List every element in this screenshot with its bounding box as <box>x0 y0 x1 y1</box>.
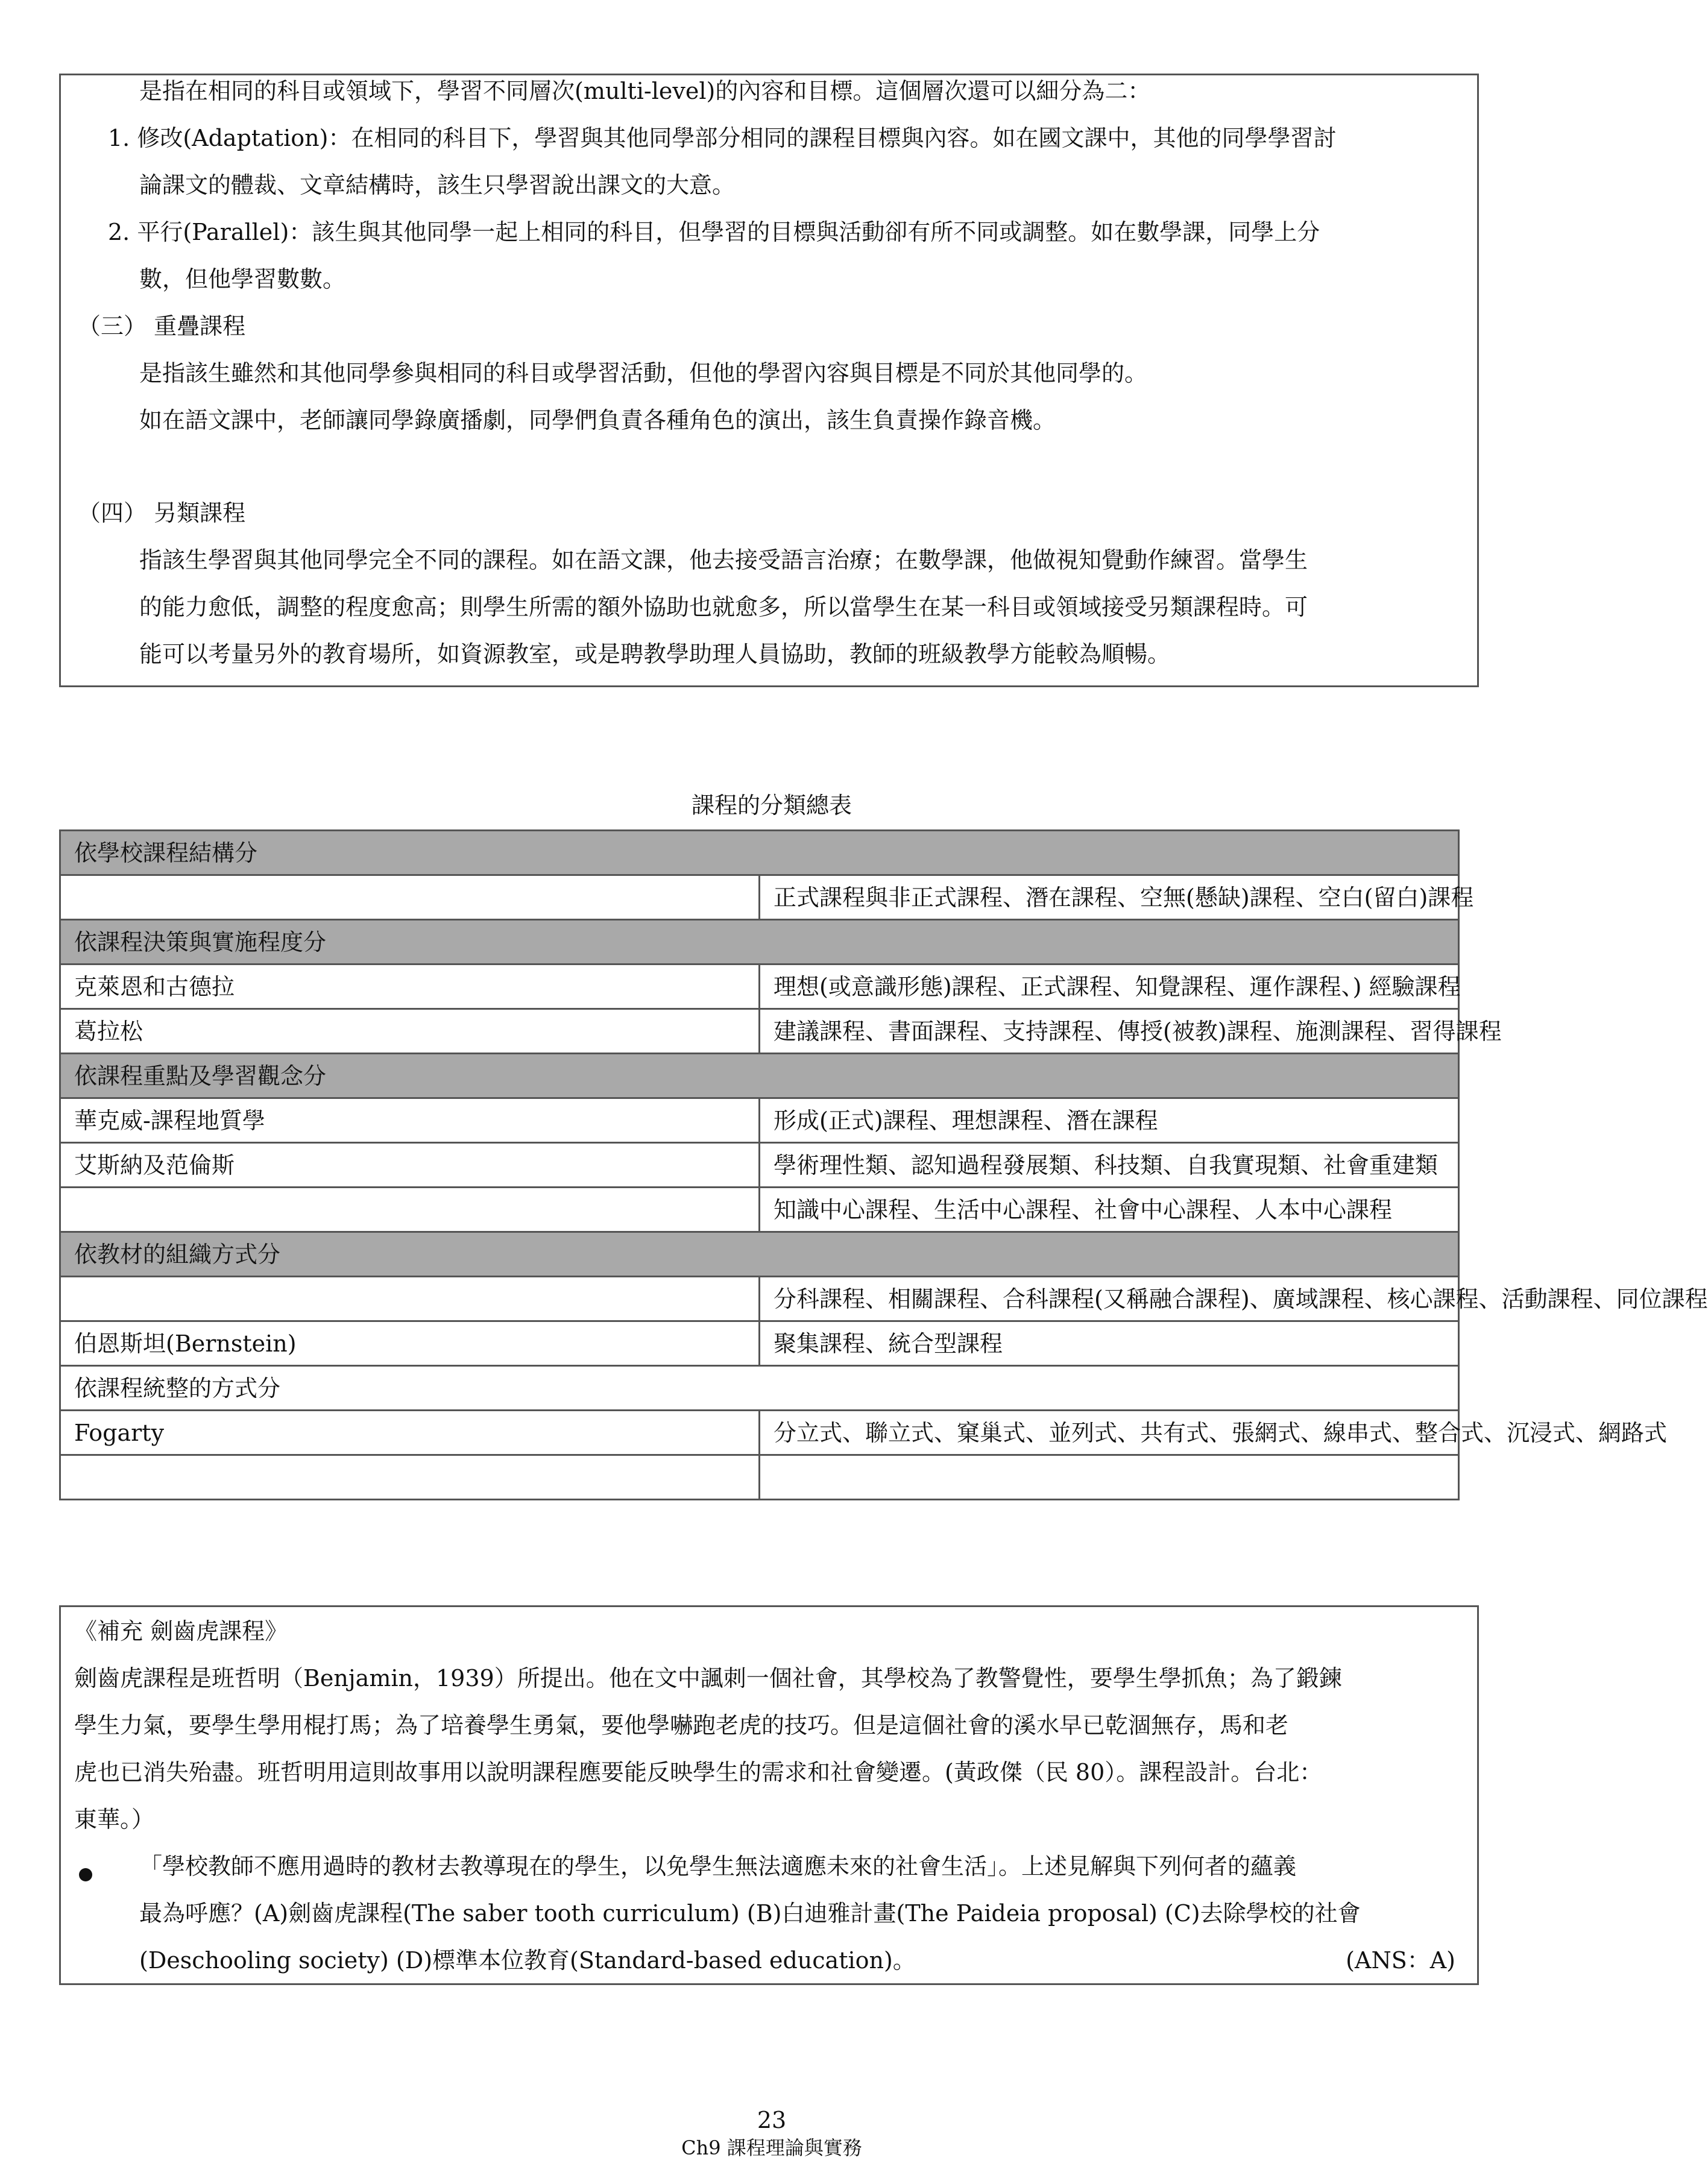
table-row <box>60 965 1459 1009</box>
table-cell-scholar <box>60 1277 760 1321</box>
supplement-text-1: 劍齒虎課程是班哲明（Benjamin，1939）所提出。他在文中諷刺一個社會，其學校為了教警覺性，要學生學抓魚；為了鍛鍊 <box>74 1665 1342 1691</box>
table-row <box>60 1277 1459 1321</box>
table-row <box>60 1098 1459 1143</box>
supplement-text-3: 虎也已消失殆盡。班哲明用這則故事用以說明課程應要能反映學生的需求和社會變遷。(黃政傑（民 80）。課程設計。台北： <box>74 1759 1323 1786</box>
table-row <box>60 1455 1459 1500</box>
chapter-label: Ch9 課程理論與實務 <box>681 2136 862 2159</box>
table-category-row <box>60 1054 1459 1098</box>
table-row <box>60 1411 1459 1455</box>
table-row <box>60 1321 1459 1366</box>
table-category-label: 依學校課程結構分 <box>60 831 1459 875</box>
table-title: 課程的分類總表 <box>691 792 852 819</box>
table-cell-types: 分立式、聯立式、窠巢式、並列式、共有式、張網式、線串式、整合式、沉浸式、網路式 <box>760 1411 1459 1455</box>
table-category-label: 依課程統整的方式分 <box>60 1366 1459 1411</box>
supplement-text-2: 學生力氣，要學生學用棍打馬；為了培養學生勇氣，要他學嚇跑老虎的技巧。但是這個社會的溪水早已乾涸無存，馬和老 <box>74 1712 1289 1739</box>
content-box <box>59 74 1479 687</box>
question-text-3: (Deschooling society) (D)標準本位教育(Standard-based education)。 <box>139 1947 916 1974</box>
table-row <box>60 1143 1459 1188</box>
heading-overlap-curriculum: （三） 重疊課程 <box>78 313 246 339</box>
supplement-text-4: 東華。） <box>74 1806 155 1833</box>
heading-alternative-curriculum: （四） 另類課程 <box>78 500 246 526</box>
table-cell-scholar: 艾斯納及范倫斯 <box>60 1143 760 1188</box>
overlap-text-2: 如在語文課中，老師讓同學錄廣播劇，同學們負責各種角色的演出，該生負責操作錄音機。 <box>139 407 1056 433</box>
alternative-text-1: 指該生學習與其他同學完全不同的課程。如在語文課，他去接受語言治療；在數學課，他做視知覺動作練習。當學生 <box>139 547 1308 573</box>
question-text-1: 「學校教師不應用過時的教材去教導現在的學生，以免學生無法適應未來的社會生活」。上述見解與下列何者的蘊義 <box>139 1853 1297 1880</box>
answer-label: (ANS：A) <box>1346 1947 1455 1974</box>
table-cell-scholar: 伯恩斯坦(Bernstein) <box>60 1321 760 1366</box>
table-category-label: 依課程重點及學習觀念分 <box>60 1054 1459 1098</box>
item-parallel: 2. 平行(Parallel)：該生與其他同學一起上相同的科目，但學習的目標與活動卻有所不同或調整。如在數學課，同學上分 <box>108 219 1320 245</box>
supplement-title: 《補充 劍齒虎課程》 <box>74 1618 288 1644</box>
table-category-label: 依課程決策與實施程度分 <box>60 920 1459 965</box>
table-cell-scholar: 華克威-課程地質學 <box>60 1098 760 1143</box>
table-category-row <box>60 1366 1459 1411</box>
table-category-row <box>60 831 1459 875</box>
overlap-text-1: 是指該生雖然和其他同學參與相同的科目或學習活動，但他的學習內容與目標是不同於其他同學的。 <box>139 360 1148 386</box>
alternative-text-3: 能可以考量另外的教育場所，如資源教室，或是聘教學助理人員協助，教師的班級教學方能較為順暢。 <box>139 641 1171 667</box>
table-cell-scholar: 克萊恩和古德拉 <box>60 965 760 1009</box>
table-category-row <box>60 1232 1459 1277</box>
table-cell-scholar: Fogarty <box>60 1411 760 1455</box>
table-category-label: 依教材的組織方式分 <box>60 1232 1459 1277</box>
table-category-row <box>60 920 1459 965</box>
bullet-icon <box>79 1868 92 1881</box>
table-cell-types: 建議課程、書面課程、支持課程、傳授(被教)課程、施測課程、習得課程 <box>760 1009 1459 1054</box>
table-cell-types: 學術理性類、認知過程發展類、科技類、自我實現類、社會重建類 <box>760 1143 1459 1188</box>
table-cell-scholar <box>60 875 760 920</box>
table-cell-types: 分科課程、相關課程、合科課程(又稱融合課程)、廣域課程、核心課程、活動課程、同位課程 <box>760 1277 1459 1321</box>
table-cell-scholar: 葛拉松 <box>60 1009 760 1054</box>
table-row <box>60 1188 1459 1232</box>
intro-text: 是指在相同的科目或領域下，學習不同層次(multi-level)的內容和目標。這個層次還可以細分為二： <box>139 78 1151 104</box>
item-parallel-cont: 數，但他學習數數。 <box>139 266 346 292</box>
table-cell-scholar <box>60 1188 760 1232</box>
table-cell-types: 形成(正式)課程、理想課程、潛在課程 <box>760 1098 1459 1143</box>
table-row <box>60 1009 1459 1054</box>
table-cell-types: 理想(或意識形態)課程、正式課程、知覺課程、運作課程、) 經驗課程 <box>760 965 1459 1009</box>
table-cell-scholar <box>60 1455 760 1500</box>
table-cell-types: 正式課程與非正式課程、潛在課程、空無(懸缺)課程、空白(留白)課程 <box>760 875 1459 920</box>
table-row <box>60 875 1459 920</box>
page-number: 23 <box>757 2107 787 2133</box>
alternative-text-2: 的能力愈低，調整的程度愈高；則學生所需的額外協助也就愈多，所以當學生在某一科目或領域接受另類課程時。可 <box>139 594 1308 620</box>
table-cell-types: 知識中心課程、生活中心課程、社會中心課程、人本中心課程 <box>760 1188 1459 1232</box>
item-adaptation-cont: 論課文的體裁、文章結構時，該生只學習說出課文的大意。 <box>139 172 736 198</box>
supplement-box <box>59 1605 1479 1985</box>
curriculum-classification-table <box>59 829 1708 1500</box>
item-adaptation: 1. 修改(Adaptation)：在相同的科目下，學習與其他同學部分相同的課程目標與內容。如在國文課中，其他的同學學習討 <box>108 125 1337 151</box>
table-cell-types: 聚集課程、統合型課程 <box>760 1321 1459 1366</box>
table-cell-types <box>760 1455 1459 1500</box>
question-text-2: 最為呼應？(A)劍齒虎課程(The saber tooth curriculum) (B)白迪雅計畫(The Paideia proposal) (C)去除學校的社會 <box>139 1900 1361 1927</box>
